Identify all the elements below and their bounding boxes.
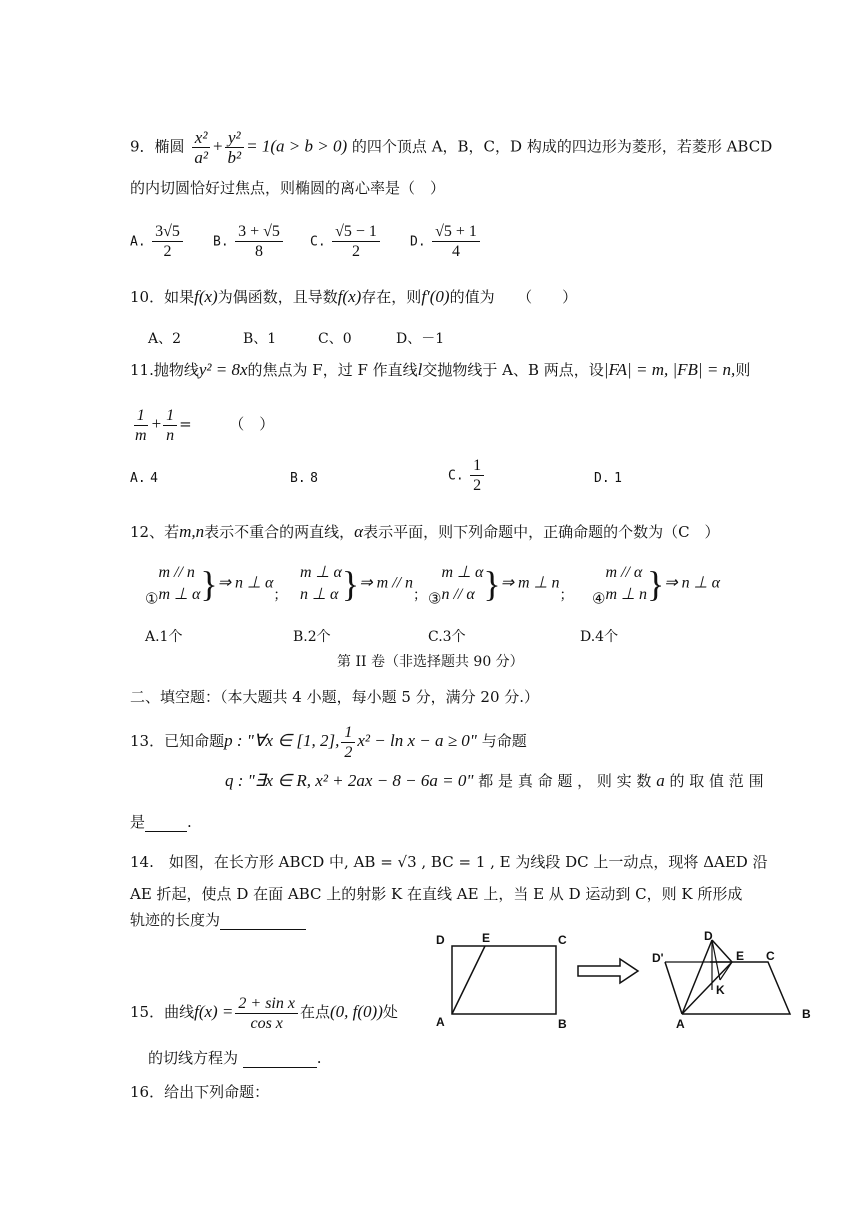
q11-stem-line1: 11.抛物线y² = 8x的焦点为 F，过 F 作直线l交抛物线于 A、B 两点，设|FA| = m, |FB| = n,则	[130, 360, 751, 379]
fig-right-label-a: A	[676, 1017, 685, 1031]
q9-option-d: D. $\frac{√5 + 1}{4}$	[410, 222, 482, 261]
q12-option-c: C.3个	[428, 629, 466, 645]
fig-left-label-c: C	[558, 933, 567, 947]
q9-equation-rest: = 1(a > b > 0)	[246, 136, 348, 156]
q9-option-a: A. $\frac{3√5}{2}$	[130, 222, 185, 261]
fig-right-label-k: K	[716, 983, 725, 997]
q12-option-a: A.1个	[145, 629, 183, 645]
q12-stem: 12、若m,n表示不重合的两直线，α表示平面，则下列命题中，正确命题的个数为（C ）	[130, 522, 720, 541]
q9-stem-line1: 9．椭圆 $\frac{\text{x²}}{\text{a²}}$ + $\frac{\text{y²}}{\text{b²}}$ = 1(a > b > 0) 的四个顶点 A，B，C，D 构成的四边形为菱形，若菱形 ABCD	[130, 128, 773, 167]
q10-option-c: C、0	[318, 331, 352, 347]
q10-stem: 10．如果f(x)为偶函数，且导数f(x)存在，则f′(0)的值为 （ ）	[130, 287, 578, 306]
q16-stem: 16．给出下列命题：	[130, 1083, 270, 1101]
fill-in-heading: 二、填空题：（本大题共 4 小题，每小题 5 分，满分 20 分.）	[130, 688, 540, 706]
q14-stem-line3: 轨迹的长度为	[130, 910, 306, 930]
q11-stem-line2: $\frac{1}{m}$ + $\frac{1}{n}$ = （ ）	[135, 406, 275, 444]
q13-stem-line2: q : "∃x ∈ R, x² + 2ax − 8 − 6a = 0" 都 是 真 命 题 ， 则 实 数 a 的 取 值 范 围	[225, 771, 764, 790]
q9-option-b: B. $\frac{3 + √5}{8}$	[213, 222, 285, 261]
fig-left-label-a: A	[436, 1015, 445, 1029]
q9-frac-y: $\frac{\text{y²}}{\text{b²}}$	[225, 128, 245, 167]
section2-title: 第 II 卷（非选择题共 90 分）	[337, 654, 524, 670]
fig-left-label-d: D	[436, 933, 445, 947]
q11-option-c: C. $\frac{1}{2}$	[448, 456, 486, 495]
q14-figure	[430, 928, 820, 1038]
q15-stem-line2: 的切线方程为 .	[148, 1049, 322, 1067]
q9-frac-x: $\frac{\text{x²}}{\text{a²}}$	[191, 128, 211, 167]
fig-right-label-c: C	[766, 949, 775, 963]
q13-stem-line1: 13．已知命题p : "∀x ∈ [1, 2], $\frac{1}{2}$ x² − ln x − a ≥ 0" 与命题	[130, 723, 527, 761]
fig-right-label-dprime: D'	[652, 951, 664, 965]
q10-option-d: D、－1	[396, 331, 445, 347]
q14-answer-blank[interactable]	[220, 913, 306, 930]
fig-left-label-e: E	[482, 931, 491, 945]
figure-arrow	[578, 959, 638, 983]
q12-prop-2: m ⊥ α n ⊥ α}⇒ m // n；	[300, 564, 428, 604]
q9-text1: 的四个顶点 A，B，C，D 构成的四边形为菱形，若菱形 ABCD	[351, 137, 773, 156]
q12-option-d: D.4个	[580, 629, 619, 645]
q12-prop-1: ①m // n m ⊥ α}⇒ n ⊥ α；	[145, 564, 288, 608]
q15-stem-line1: 15．曲线f(x) = $\frac{\text{2 + sin x}}{\text{cos x}}$ 在点(0, f(0))处	[130, 994, 398, 1032]
q9-option-c: C. $\frac{√5 - 1}{2}$	[310, 222, 382, 261]
q11-option-d: D. 1	[594, 471, 622, 486]
q13-answer-blank[interactable]	[145, 815, 187, 832]
fig-right-label-d: D	[704, 929, 713, 943]
q11-option-b: B. 8	[290, 471, 318, 486]
q11-option-a: A. 4	[130, 471, 158, 486]
fig-right-label-e: E	[736, 949, 745, 963]
q12-prop-4: ④m // α m ⊥ n}⇒ n ⊥ α	[592, 564, 720, 608]
fig-left-label-b: B	[558, 1017, 567, 1031]
q15-answer-blank[interactable]	[243, 1051, 317, 1068]
fig-right-label-b: B	[802, 1007, 811, 1021]
q14-stem-line2: AE 折起，使点 D 在面 ABC 上的射影 K 在直线 AE 上，当 E 从 D 运动到 C，则 K 所形成	[130, 885, 743, 903]
figure-right-folded	[652, 929, 811, 1031]
q12-prop-3: ③m ⊥ α n // α }⇒ m ⊥ n；	[428, 564, 574, 608]
q10-option-a: A、2	[148, 331, 182, 347]
q9-number: 9．椭圆	[130, 137, 185, 156]
q14-stem-line1: 14. 如图，在长方形 ABCD 中, AB = √3 , BC = 1 , E 为线段 DC 上一动点，现将 ΔAED 沿	[130, 853, 768, 871]
q9-stem-line2: 的内切圆恰好过焦点，则椭圆的离心率是（ ）	[130, 179, 446, 197]
figure-left-rectangle	[436, 931, 567, 1031]
q10-option-b: B、1	[243, 331, 277, 347]
q12-option-b: B.2个	[293, 629, 331, 645]
q13-stem-line3: 是 .	[130, 813, 192, 831]
